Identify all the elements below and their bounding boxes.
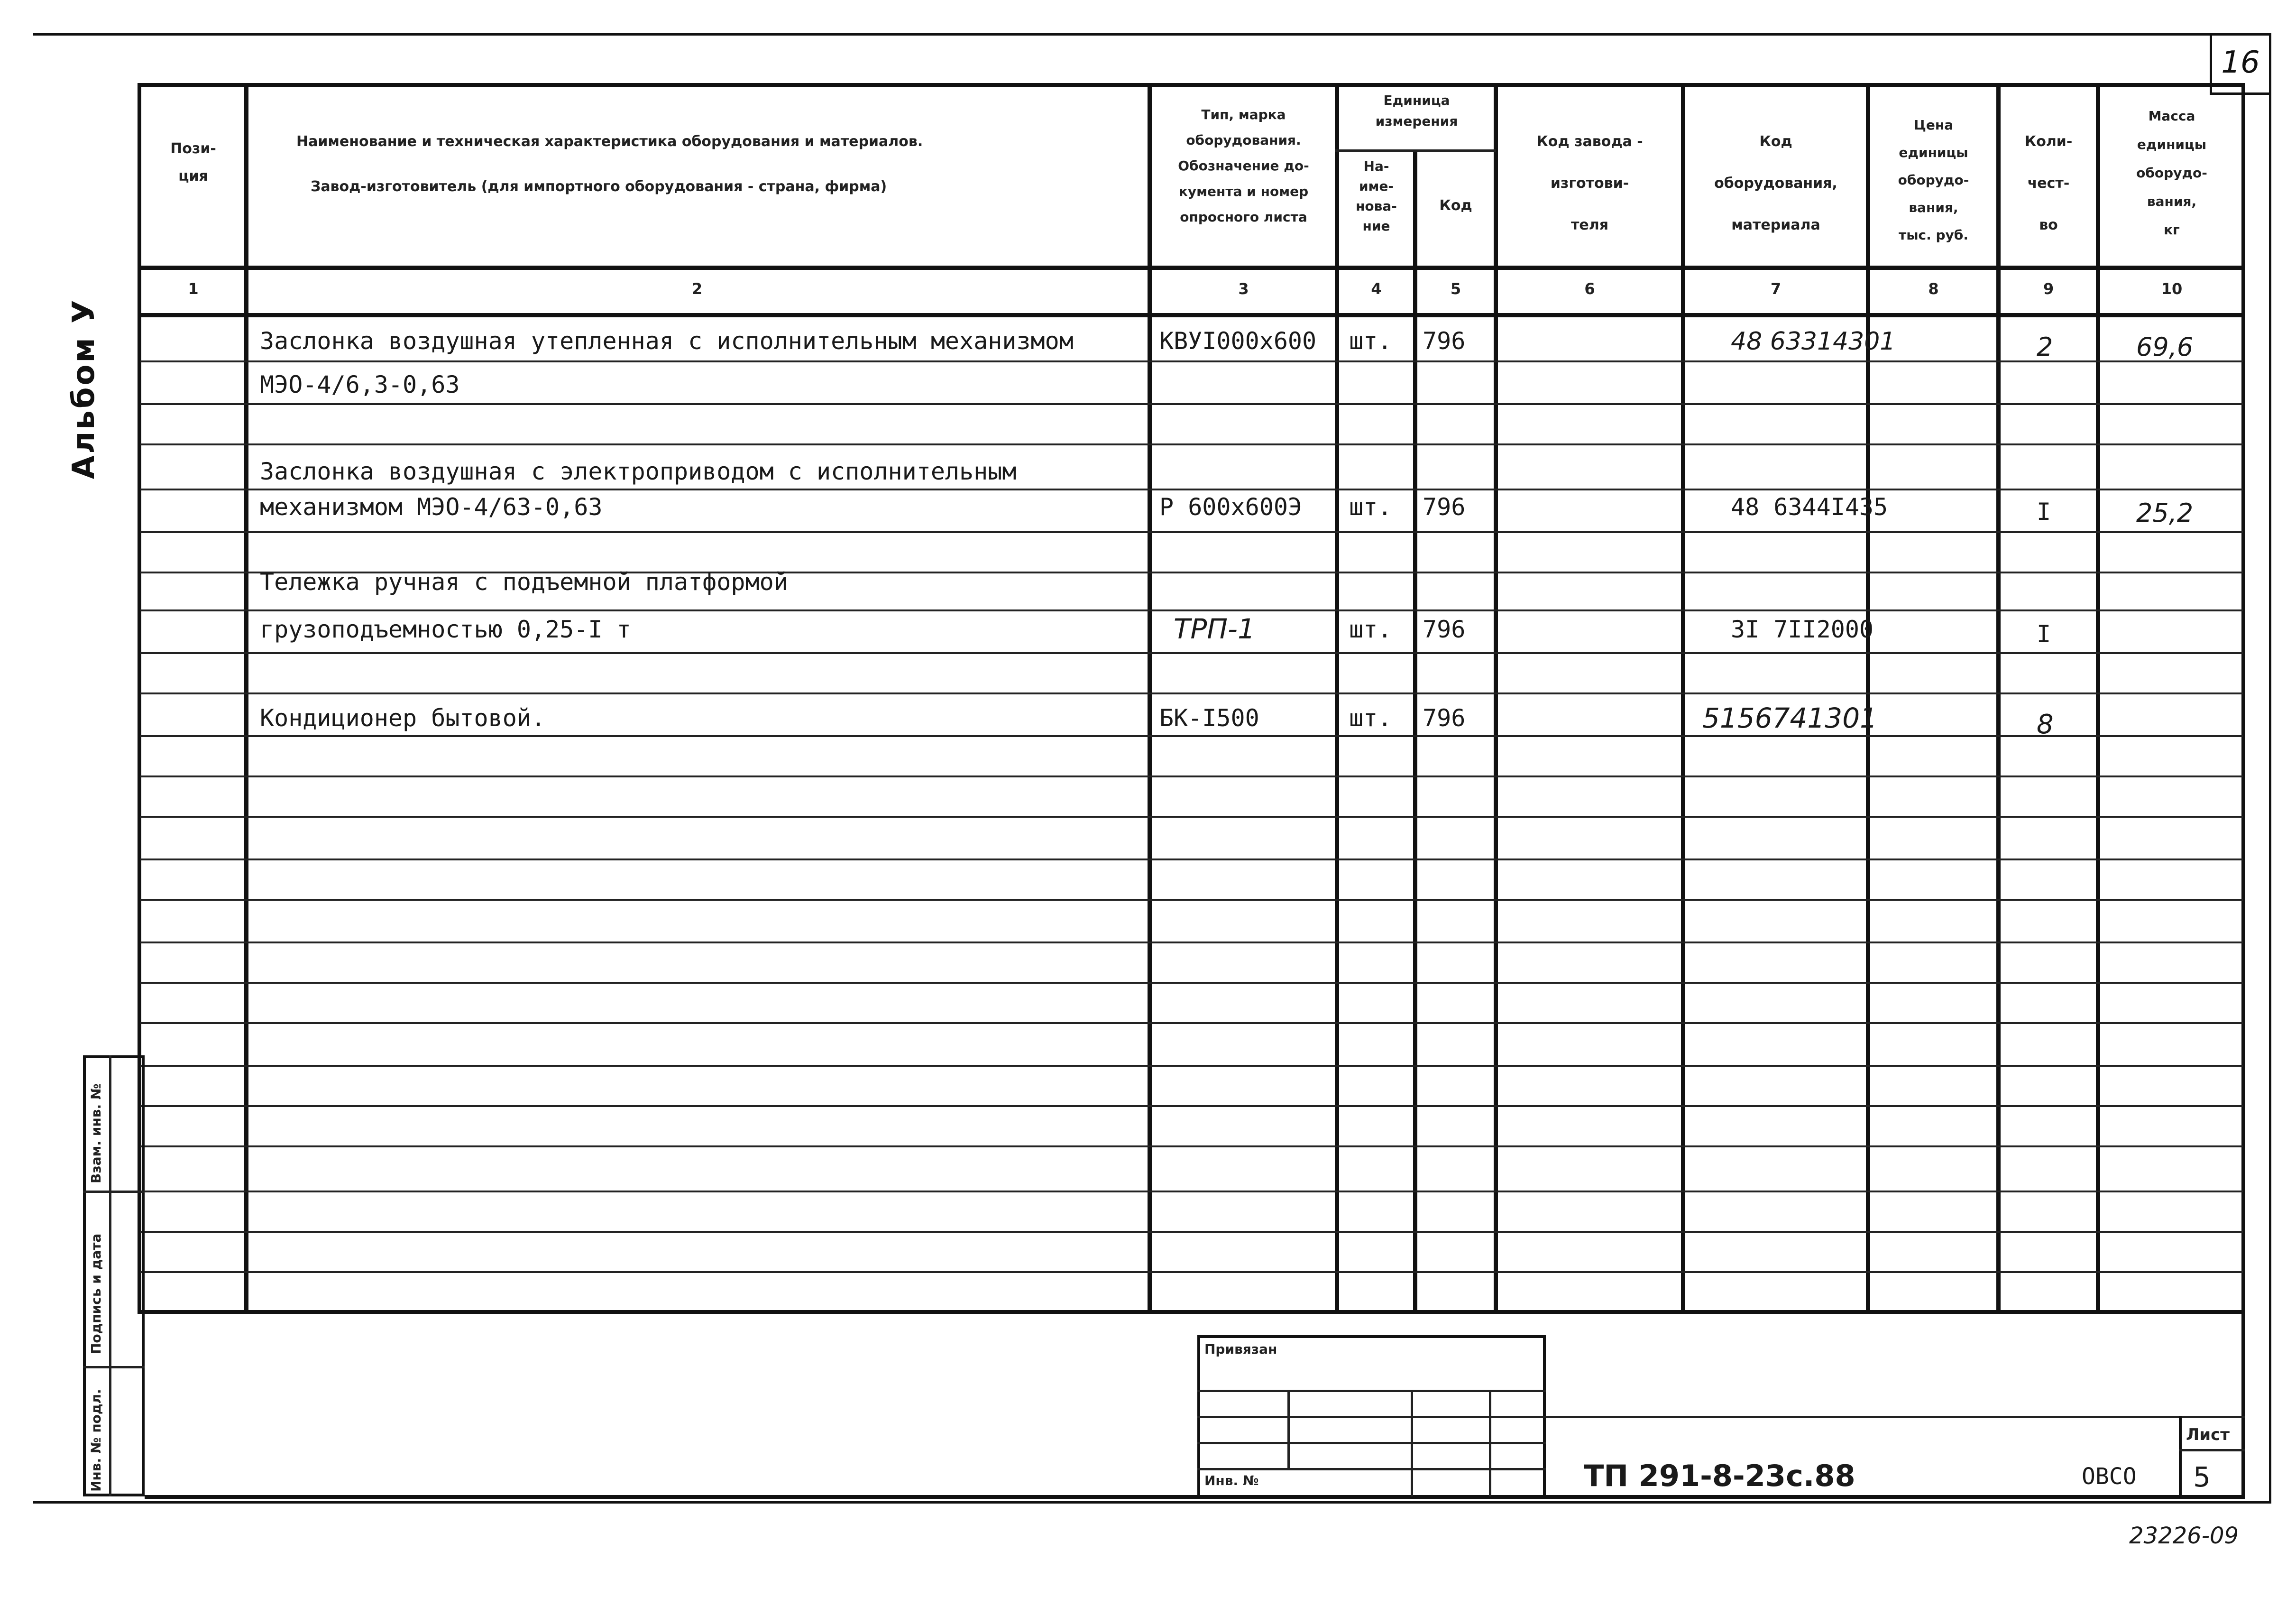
row-2-name: МЭО-4/6,3-0,63 [260,371,460,398]
bottom-note: 23226-09 [2129,1523,2239,1549]
sheet-label: Лист [2186,1425,2230,1444]
col-line-5 [1494,83,1498,1314]
header-unit-code: Код [1439,197,1472,214]
row-line [140,735,2243,737]
col-line-1 [244,83,248,1314]
section-code: ОВСО [2082,1463,2137,1490]
unit-group-divider [1335,149,1496,152]
row-6-qty: I [2037,620,2051,648]
row-line [140,1191,2243,1192]
sheet-number: 5 [2193,1461,2211,1493]
col-line-6 [1681,83,1685,1314]
row-line [140,531,2243,533]
album-label: Альбом У [66,298,101,479]
row-line [140,899,2243,901]
header-equipment-code: Код оборудования, материала [1714,133,1837,233]
col-line-7 [1866,83,1870,1314]
col-line-2 [1148,83,1152,1314]
row-7-code: 5156741301 [1702,702,1878,734]
row-6-type: ТРП-1 [1174,613,1255,645]
header-quantity: Коли- чест- во [2024,133,2073,233]
row-line [140,360,2243,362]
row-line [140,403,2243,405]
col-line-3 [1335,83,1339,1314]
row-line [140,1022,2243,1024]
header-bottom-line [138,266,2245,270]
row-4-type: Р 600х600Э [1159,493,1303,521]
row-line [140,652,2243,654]
colnum-bottom-line [138,313,2245,317]
side-stamp-sep-1 [83,1191,145,1193]
row-line [140,1231,2243,1233]
row-1-code: 48 63314301 [1731,327,1896,356]
row-1-type: КВУI000х600 [1159,327,1317,355]
row-line [140,942,2243,943]
row-1-unit-code: 796 [1423,327,1466,355]
attached-vsep-1 [1287,1390,1290,1468]
row-line [140,1065,2243,1067]
colnum-1: 1 [188,280,199,298]
colnum-10: 10 [2161,280,2183,298]
doc-code: ТП 291-8-23с.88 [1584,1459,1855,1493]
row-6-code: 3I 7II2000 [1731,616,1874,643]
colnum-6: 6 [1584,280,1595,298]
header-unit-name: На- име- нова- ние [1356,158,1397,234]
row-5-name: Тележка ручная с подъемной платформой [260,568,788,596]
row-line [140,816,2243,818]
side-stamp-signature-date: Подпись и дата [88,1233,104,1354]
title-block [145,1314,2245,1499]
header-price: Цена единицы оборудо- вания, тыс. руб. [1898,117,1969,243]
row-7-qty: 8 [2037,709,2054,740]
header-position: Пози- ция [170,140,216,185]
header-name-line1: Наименование и техническая характеристика оборудования и материалов. [296,133,923,150]
row-line [140,609,2243,611]
corner-sheet-number: 16 [2221,45,2260,80]
attached-vsep-2 [1411,1390,1413,1496]
attached-sep-1 [1197,1390,1546,1392]
sheet-box-sep [2179,1449,2245,1451]
row-7-unit-code: 796 [1423,704,1466,732]
colnum-8: 8 [1928,280,1939,298]
row-4-unit: шт. [1349,493,1392,521]
attached-sep-3 [1197,1442,1546,1444]
doc-code-top-line [1546,1416,2245,1418]
attached-label: Привязан [1204,1341,1277,1357]
colnum-3: 3 [1238,280,1249,298]
attached-sep-2 [1197,1416,1546,1418]
attached-vsep-3 [1489,1390,1491,1496]
row-4-mass: 25,2 [2136,498,2194,528]
header-factory-code: Код завода - изготови- теля [1536,133,1643,233]
row-6-unit: шт. [1349,616,1392,643]
col-line-4 [1413,149,1417,1314]
colnum-4: 4 [1371,280,1382,298]
row-4-name: механизмом МЭО-4/63-0,63 [260,493,603,521]
row-7-name: Кондиционер бытовой. [260,704,546,732]
row-4-code: 48 6344I435 [1731,493,1888,521]
row-4-qty: I [2037,498,2051,526]
side-stamp-sep-2 [83,1366,145,1368]
header-type: Тип, марка оборудования. Обозначение до- кумента и номер опросного листа [1178,107,1309,225]
colnum-2: 2 [691,280,703,298]
colnum-7: 7 [1770,280,1782,298]
row-1-mass: 69,6 [2136,332,2194,362]
row-line [140,1145,2243,1147]
row-1-qty: 2 [2037,332,2053,362]
row-line [140,775,2243,777]
colnum-5: 5 [1450,280,1461,298]
row-6-name: грузоподъемностью 0,25-I т [260,616,631,643]
col-line-9 [2096,83,2100,1314]
header-mass: Масса единицы оборудо- вания, кг [2136,108,2207,238]
row-4-unit-code: 796 [1423,493,1466,521]
row-line [140,982,2243,984]
row-7-type: БК-I500 [1159,704,1259,732]
colnum-9: 9 [2043,280,2054,298]
side-stamp-divider [109,1055,111,1496]
row-line [140,692,2243,694]
row-line [140,859,2243,860]
row-1-name: Заслонка воздушная утепленная с исполнительным механизмом [260,327,1074,355]
attached-sep-4 [1197,1468,1546,1470]
col-line-8 [1996,83,2001,1314]
row-line [140,1105,2243,1107]
row-7-unit: шт. [1349,704,1392,732]
row-line [140,1271,2243,1273]
side-stamp-original-inv: Инв. № подл. [88,1389,104,1492]
header-unit-group: Единица измерения [1375,92,1458,129]
row-3-name: Заслонка воздушная с электроприводом с исполнительным [260,458,1017,485]
row-line [140,443,2243,445]
row-6-unit-code: 796 [1423,616,1466,643]
row-1-unit: шт. [1349,327,1392,355]
header-name-line2: Завод-изготовитель (для импортного оборудования - страна, фирма) [311,178,887,195]
row-line [140,489,2243,490]
side-stamp-replaced-inv: Взам. инв. № [88,1083,104,1183]
inv-label: Инв. № [1204,1473,1259,1488]
